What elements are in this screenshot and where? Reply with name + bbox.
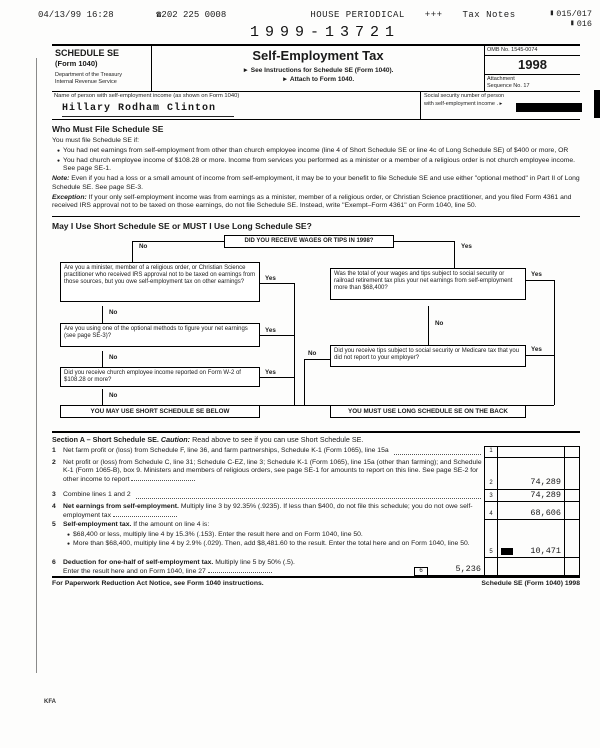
connector-line	[554, 280, 555, 405]
document-stamp-number: 1999-13721	[250, 24, 401, 41]
flow-question-unreported-tips: Did you receive tips subject to social security or Medicare tax that you did not report to your employer?	[330, 345, 526, 367]
line-number: 2	[52, 458, 56, 466]
dot-leader	[394, 454, 481, 455]
fax-from: HOUSE PERIODICAL	[310, 10, 405, 20]
connector-line	[132, 241, 133, 262]
se-line-row	[52, 502, 580, 520]
flow-result-long-schedule: YOU MUST USE LONG SCHEDULE SE ON THE BACK	[330, 405, 526, 419]
connector-line	[526, 405, 554, 406]
connector-line	[304, 359, 330, 360]
dept-irs: Internal Revenue Service	[55, 78, 117, 85]
cents-cell	[564, 520, 580, 558]
cents-cell	[564, 446, 580, 458]
line-text: Net profit or (loss) from Schedule C, line 31; Schedule C-EZ, line 3; Schedule K-1 (Form 1065), line 15a (other than farming); and Schedule K-1 (Form 1065-B), box 9. Ministers and members of religious orders, see page SE-1 for amounts to report on this line. See page SE-2 for other income to report	[63, 458, 482, 483]
connector-line	[294, 283, 295, 405]
bullet-icon: ●	[67, 540, 71, 547]
flow-result-short-schedule: YOU MAY USE SHORT SCHEDULE SE BELOW	[60, 405, 260, 419]
connector-line	[428, 306, 429, 345]
flow-question-wages: DID YOU RECEIVE WAGES OR TIPS IN 1998?	[224, 235, 394, 248]
flow-no-label: No	[109, 391, 118, 399]
cents-cell	[564, 458, 580, 490]
sequence-number: Sequence No. 17	[487, 83, 530, 90]
line-number: 1	[52, 446, 56, 454]
phone-icon: ☎	[156, 10, 162, 20]
flow-no-label: No	[139, 242, 148, 250]
dot-leader	[136, 498, 481, 499]
connector-line	[132, 241, 224, 242]
fax-page-top: ▮ 015/017	[549, 9, 592, 19]
cents-cell	[564, 490, 580, 503]
dot-leader	[131, 476, 195, 481]
line-amount: 74,289	[498, 490, 564, 503]
line-amount-empty	[498, 558, 564, 576]
name-field-label: Name of person with self-employment income (as shown on Form 1040)	[54, 93, 240, 100]
flow-yes-label: Yes	[265, 326, 276, 334]
cents-cell	[564, 502, 580, 520]
caution-label: Caution:	[160, 434, 191, 444]
flow-yes-label: Yes	[531, 270, 542, 278]
exception-paragraph: Exception: If your only self-employment income was from earnings as a minister, member of a religious order, or Christian Science practitioner, and you filed Form 4361 and received IRS approval not to be taxed on those earnings, do not file Schedule SE. Instead, write "Exempt–Form 4361" on Form 1040, line 50.	[52, 193, 572, 210]
flow-no-label: No	[109, 353, 118, 361]
line-amount: 74,289	[498, 458, 564, 490]
line-box: 1	[484, 446, 498, 458]
who-must-file-bullet: ● You had net earnings from self-employment from other than church employee income (line 4 of Short Schedule SE or line 4c of Long Schedule SE) of $400 or more, OR	[57, 146, 569, 154]
fax-separator: +++	[424, 10, 443, 20]
line-number: 3	[52, 490, 56, 498]
line-box: 5	[484, 520, 498, 558]
connector-line	[102, 351, 103, 367]
who-must-file-bullet: ● You had church employee income of $108.28 or more. Income from services you performed as a minister or a member of a religious order is not church employee income. See page SE-1.	[57, 156, 576, 173]
caution-text: Read above to see if you can use Short Schedule SE.	[192, 434, 364, 444]
flow-question-church-income: Did you receive church employee income reported on Form W-2 of $108.28 or more?	[60, 367, 260, 387]
connector-line	[454, 241, 455, 268]
form-title-cell	[152, 46, 484, 91]
connector-line	[260, 405, 304, 406]
see-instructions-note: ► See Instructions for Schedule SE (Form 1040).	[242, 67, 394, 75]
who-must-file-section	[52, 120, 580, 217]
who-must-file-heading: Who Must File Schedule SE	[52, 124, 164, 135]
se-line-row	[52, 490, 580, 503]
attach-note: ► Attach to Form 1040.	[281, 76, 355, 84]
paperwork-notice: For Paperwork Reduction Act Notice, see Form 1040 instructions.	[52, 580, 264, 588]
form-footer-id: Schedule SE (Form 1040) 1998	[481, 580, 580, 588]
attachment-label: Attachment	[487, 76, 515, 83]
page-icon: ▮	[569, 18, 575, 28]
se-line-row	[52, 520, 580, 558]
form-header	[52, 44, 580, 92]
section-a-title: Section A – Short Schedule SE.	[52, 434, 159, 444]
tax-year: 1998	[485, 56, 580, 75]
name-ssn-row	[52, 92, 580, 120]
form-id-cell	[52, 46, 152, 91]
ssn-label: Social security number of person	[424, 93, 505, 100]
scan-artifact-line	[36, 58, 37, 673]
line-text: Combine lines 1 and 2	[63, 490, 131, 498]
ssn-redaction-bar	[516, 103, 582, 112]
line-box: 4	[484, 502, 498, 520]
ssn-cell: Social security number of person with self-employment income . ▸	[420, 92, 580, 119]
connector-line	[260, 283, 294, 284]
line-text: Self-employment tax. If the amount on line 4 is: ● $68,400 or less, multiply line 4 by 15.3% (.153). Enter the result here and on Form 1040, line 50. ● More than $68,400, multiply line 4 by 2.9% (.029). Then, add $8,481.60 to the result. Enter the total here and on Form 1040, line 50.	[63, 520, 484, 558]
form-footer	[52, 576, 580, 588]
line5-bullet: ● More than $68,400, multiply line 4 by 2.9% (.029). Then, add $8,481.60 to the result. Enter the total here and on Form 1040, line 50.	[67, 539, 470, 547]
line-box: 2	[484, 458, 498, 490]
flow-question-minister: Are you a minister, member of a religious order, or Christian Science practitioner who received IRS approval not to be taxed on earnings from those sources, but you owe self-employment tax on other earnings?	[60, 262, 260, 302]
note-paragraph: Note: Even if you had a loss or a small amount of income from self-employment, it may be to your benefit to file Schedule SE and use either "optional method" in Part II of Long Schedule SE. See page SE-3.	[52, 175, 580, 191]
flow-yes-label: Yes	[531, 345, 542, 353]
who-must-file-intro: You must file Schedule SE if:	[52, 136, 140, 144]
flow-no-label: No	[109, 308, 118, 316]
connector-line	[526, 355, 554, 356]
printer-code: KFA	[44, 699, 56, 705]
line5-bullet: ● $68,400 or less, multiply line 4 by 15.3% (.153). Enter the result here and on Form 1040, line 50.	[67, 530, 363, 538]
line-number: 6	[52, 559, 56, 567]
flow-yes-label: Yes	[265, 368, 276, 376]
fax-subject-line	[304, 10, 522, 20]
fax-phone: ☎202 225 0008	[156, 10, 227, 20]
form-number: (Form 1040)	[55, 59, 98, 69]
schedule-se-flowchart	[52, 235, 580, 427]
cents-cell	[564, 558, 580, 576]
flow-yes-label: Yes	[461, 242, 472, 250]
connector-line	[526, 280, 554, 281]
line-box: 3	[484, 490, 498, 503]
flow-question-optional-methods: Are you using one of the optional methods to figure your net earnings (see page SE-3)?	[60, 323, 260, 347]
line-number: 4	[52, 503, 56, 511]
dot-leader	[208, 568, 272, 573]
line-amount: 68,606	[498, 502, 564, 520]
connector-line	[260, 335, 294, 336]
connector-line	[394, 241, 455, 242]
flow-yes-label: Yes	[265, 274, 276, 282]
fax-datetime: 04/13/99 16:28	[38, 10, 114, 20]
dept-treasury: Department of the Treasury	[55, 71, 122, 78]
line-text: Net farm profit or (loss) from Schedule F, line 36, and farm partnerships, Schedule K-1 (Form 1065), line 15a	[63, 446, 389, 454]
se-line-row	[52, 446, 580, 458]
line-number: 5	[52, 521, 56, 529]
line-text: Deduction for one-half of self-employment tax. Multiply line 5 by 50% (.5). Enter the result here and on Form 1040, line 27	[63, 559, 295, 575]
omb-number: OMB No. 1545-0074	[485, 46, 580, 56]
flow-no-label: No	[435, 319, 444, 327]
form-title: Self-Employment Tax	[252, 48, 384, 63]
flow-question-wages-tips-total: Was the total of your wages and tips subject to social security or railroad retirement tax plus your net earnings from self-employment more than $68,400?	[330, 268, 526, 300]
se-line-row	[52, 558, 580, 576]
schedule-name: SCHEDULE SE	[55, 48, 120, 58]
connector-line	[102, 306, 103, 323]
se-line-row	[52, 458, 580, 490]
line-box-empty	[484, 558, 498, 576]
flowchart-heading: May I Use Short Schedule SE or MUST I Use Long Schedule SE?	[52, 221, 312, 232]
bullet-icon: ●	[57, 147, 61, 154]
dot-leader	[113, 512, 177, 517]
omb-year-cell	[484, 46, 580, 91]
connector-line	[260, 377, 294, 378]
fax-page-bottom: ▮ 016	[569, 18, 592, 29]
fax-subject: Tax Notes	[462, 10, 516, 20]
line-amount	[498, 446, 564, 458]
flow-no-label: No	[308, 349, 317, 357]
section-a-table	[52, 446, 580, 577]
bullet-icon: ●	[67, 531, 71, 538]
line-amount: 10,471	[498, 520, 564, 558]
taxpayer-name: Hillary Rodham Clinton	[62, 103, 234, 118]
bullet-icon: ●	[57, 157, 61, 164]
fax-page-counter	[522, 10, 592, 28]
connector-line	[304, 359, 305, 405]
section-a-title-row	[52, 431, 580, 446]
line-amount: 5,236	[428, 564, 484, 577]
scan-artifact-mark	[594, 90, 600, 118]
line-box: 6	[414, 567, 428, 577]
connector-line	[102, 389, 103, 405]
line-text: Net earnings from self-employment. Multiply line 3 by 92.35% (.9235). If less than $400, do not file this schedule; you do not owe self-employment tax	[63, 503, 473, 519]
redaction-mark	[501, 548, 513, 555]
schedule-se-form	[52, 44, 580, 589]
page-icon: ▮	[549, 9, 555, 19]
